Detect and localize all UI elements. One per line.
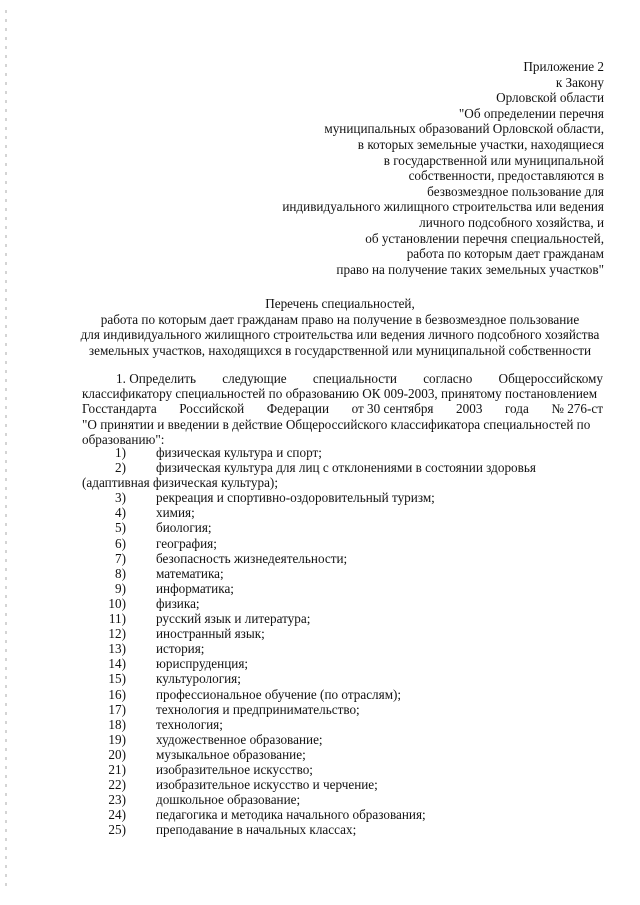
list-item-number: 22) — [108, 777, 126, 793]
list-item-text: физическая культура для лиц с отклонениями в состоянии здоровья — [156, 460, 536, 476]
header-line: право на получение таких земельных участков" — [336, 261, 604, 277]
intro-word: от 30 сентября — [351, 401, 434, 417]
intro-word: № 276-ст — [551, 401, 603, 417]
intro-line — [82, 401, 603, 416]
list-item-number: 13) — [108, 641, 126, 657]
header-line: "Об определении перечня — [458, 105, 604, 121]
list-item — [82, 581, 603, 596]
list-item-number: 19) — [108, 731, 126, 747]
title-line: Перечень специальностей, — [265, 296, 415, 311]
list-item — [82, 596, 603, 611]
header-line: индивидуального жилищного строительства или ведения — [282, 199, 604, 215]
list-item-text: физика; — [156, 595, 200, 611]
list-item-text: юриспруденция; — [156, 656, 249, 672]
list-item-text: рекреация и спортивно-оздоровительный туризм; — [156, 490, 435, 506]
list-item — [82, 566, 603, 581]
list-item-text: художественное образование; — [156, 731, 323, 747]
list-item — [82, 505, 603, 520]
list-item — [82, 641, 603, 656]
list-item-number: 23) — [108, 792, 126, 808]
title-line: земельных участков, находящихся в государственной или муниципальной собственности — [88, 342, 592, 358]
list-item — [82, 490, 603, 505]
list-item-number: 16) — [108, 686, 126, 702]
list-item-number: 2) — [115, 460, 126, 476]
scan-edge-artifact — [5, 10, 7, 890]
list-item-text: дошкольное образование; — [156, 792, 301, 808]
list-item-text: химия; — [156, 505, 195, 521]
list-item-number: 25) — [108, 822, 126, 838]
list-item — [82, 687, 603, 702]
intro-line: образованию": — [82, 431, 165, 447]
list-item-text: математика; — [156, 565, 224, 581]
intro-word: 1. Определить — [116, 371, 197, 386]
list-item — [82, 520, 603, 535]
list-item — [82, 717, 603, 732]
list-item — [82, 807, 603, 822]
list-item-text: иностранный язык; — [156, 626, 265, 642]
list-item-number: 12) — [108, 626, 126, 642]
list-item-number: 20) — [108, 746, 126, 762]
list-item-text: русский язык и литература; — [156, 611, 311, 627]
header-line: к Закону — [555, 74, 604, 90]
intro-line — [82, 386, 603, 401]
intro-paragraph — [82, 371, 603, 447]
list-item-number: 5) — [115, 520, 126, 536]
list-item — [82, 626, 603, 641]
intro-word: Госстандарта — [82, 401, 157, 417]
list-item — [82, 671, 603, 686]
intro-line — [82, 371, 603, 386]
intro-word: Российской — [179, 401, 245, 417]
list-item-text: изобразительное искусство; — [156, 761, 313, 777]
list-item — [82, 822, 603, 837]
header-line: в государственной или муниципальной — [383, 152, 604, 168]
list-item-number: 17) — [108, 701, 126, 717]
list-item — [82, 792, 603, 807]
intro-word: следующие — [222, 371, 287, 386]
intro-word: Федерации — [266, 401, 330, 417]
list-item — [82, 656, 603, 671]
appendix-header — [264, 59, 604, 277]
list-item-text: физическая культура и спорт; — [156, 445, 322, 460]
list-item-text: технология; — [156, 716, 223, 732]
intro-word: года — [504, 401, 529, 417]
header-line: Орловской области — [496, 90, 604, 106]
list-item-number: 11) — [108, 611, 126, 627]
list-item-number: 1) — [115, 445, 126, 460]
list-item-number: 24) — [108, 807, 126, 823]
list-item-text: история; — [156, 641, 205, 657]
list-item-number: 4) — [115, 505, 126, 521]
header-line: в которых земельные участки, находящиеся — [357, 136, 604, 152]
list-item-number: 7) — [115, 550, 126, 566]
list-item-number: 8) — [115, 565, 126, 581]
list-item-text: информатика; — [156, 580, 234, 596]
intro-word: 2003 — [456, 401, 483, 417]
list-item — [82, 702, 603, 717]
header-line: Приложение 2 — [523, 59, 604, 74]
list-item-text: профессиональное обучение (по отраслям); — [156, 686, 402, 702]
list-item-number: 21) — [108, 761, 126, 777]
list-item-number: 14) — [108, 656, 126, 672]
list-item — [82, 747, 603, 762]
list-item-text: география; — [156, 535, 217, 551]
list-item-text: музыкальное образование; — [156, 746, 306, 762]
header-line: личного подсобного хозяйства, и — [419, 214, 604, 230]
list-item-number: 6) — [115, 535, 126, 551]
header-line: об установлении перечня специальностей, — [365, 230, 604, 246]
intro-word: классификатору специальностей по образованию ОК 009-2003, принятому постановлением — [82, 386, 598, 402]
header-line: собственности, предоставляются в — [408, 168, 604, 184]
list-item-number: 3) — [115, 490, 126, 506]
list-item — [82, 611, 603, 626]
title-line: работа по которым дает гражданам право на получение в безвозмездное пользование — [100, 311, 580, 327]
list-item — [82, 445, 603, 460]
header-line: безвозмездное пользование для — [427, 183, 604, 199]
list-item-text: безопасность жизнедеятельности; — [156, 550, 348, 566]
title-line: для индивидуального жилищного строительства или ведения личного подсобного хозяйства — [80, 327, 600, 343]
list-item-number: 18) — [108, 716, 126, 732]
specialty-list — [82, 445, 603, 837]
list-item-text: преподавание в начальных классах; — [156, 822, 357, 838]
list-item — [82, 536, 603, 551]
list-item-text: педагогика и методика начального образования; — [156, 807, 426, 823]
list-item — [82, 777, 603, 792]
list-item-text: биология; — [156, 520, 212, 536]
list-item-text: изобразительное искусство и черчение; — [156, 777, 378, 793]
intro-word: специальности — [312, 371, 397, 386]
header-line: муниципальных образований Орловской области, — [324, 121, 604, 137]
list-item-continuation: (адаптивная физическая культура); — [82, 475, 278, 491]
list-item-number: 10) — [108, 595, 126, 611]
list-item-text: культурология; — [156, 671, 241, 687]
intro-word: Общероссийскому — [498, 371, 603, 386]
list-item — [82, 551, 603, 566]
list-item-number: 9) — [115, 580, 126, 596]
document-title — [60, 296, 620, 358]
list-item — [82, 460, 603, 475]
list-item — [82, 732, 603, 747]
list-item — [82, 762, 603, 777]
intro-word: "О принятии и введении в действие Общероссийского классификатора специальностей по — [82, 416, 591, 432]
intro-line — [82, 417, 603, 432]
list-item-number: 15) — [108, 671, 126, 687]
list-item-text: технология и предпринимательство; — [156, 701, 360, 717]
header-line: работа по которым дает гражданам — [406, 246, 604, 262]
intro-word: согласно — [423, 371, 473, 386]
